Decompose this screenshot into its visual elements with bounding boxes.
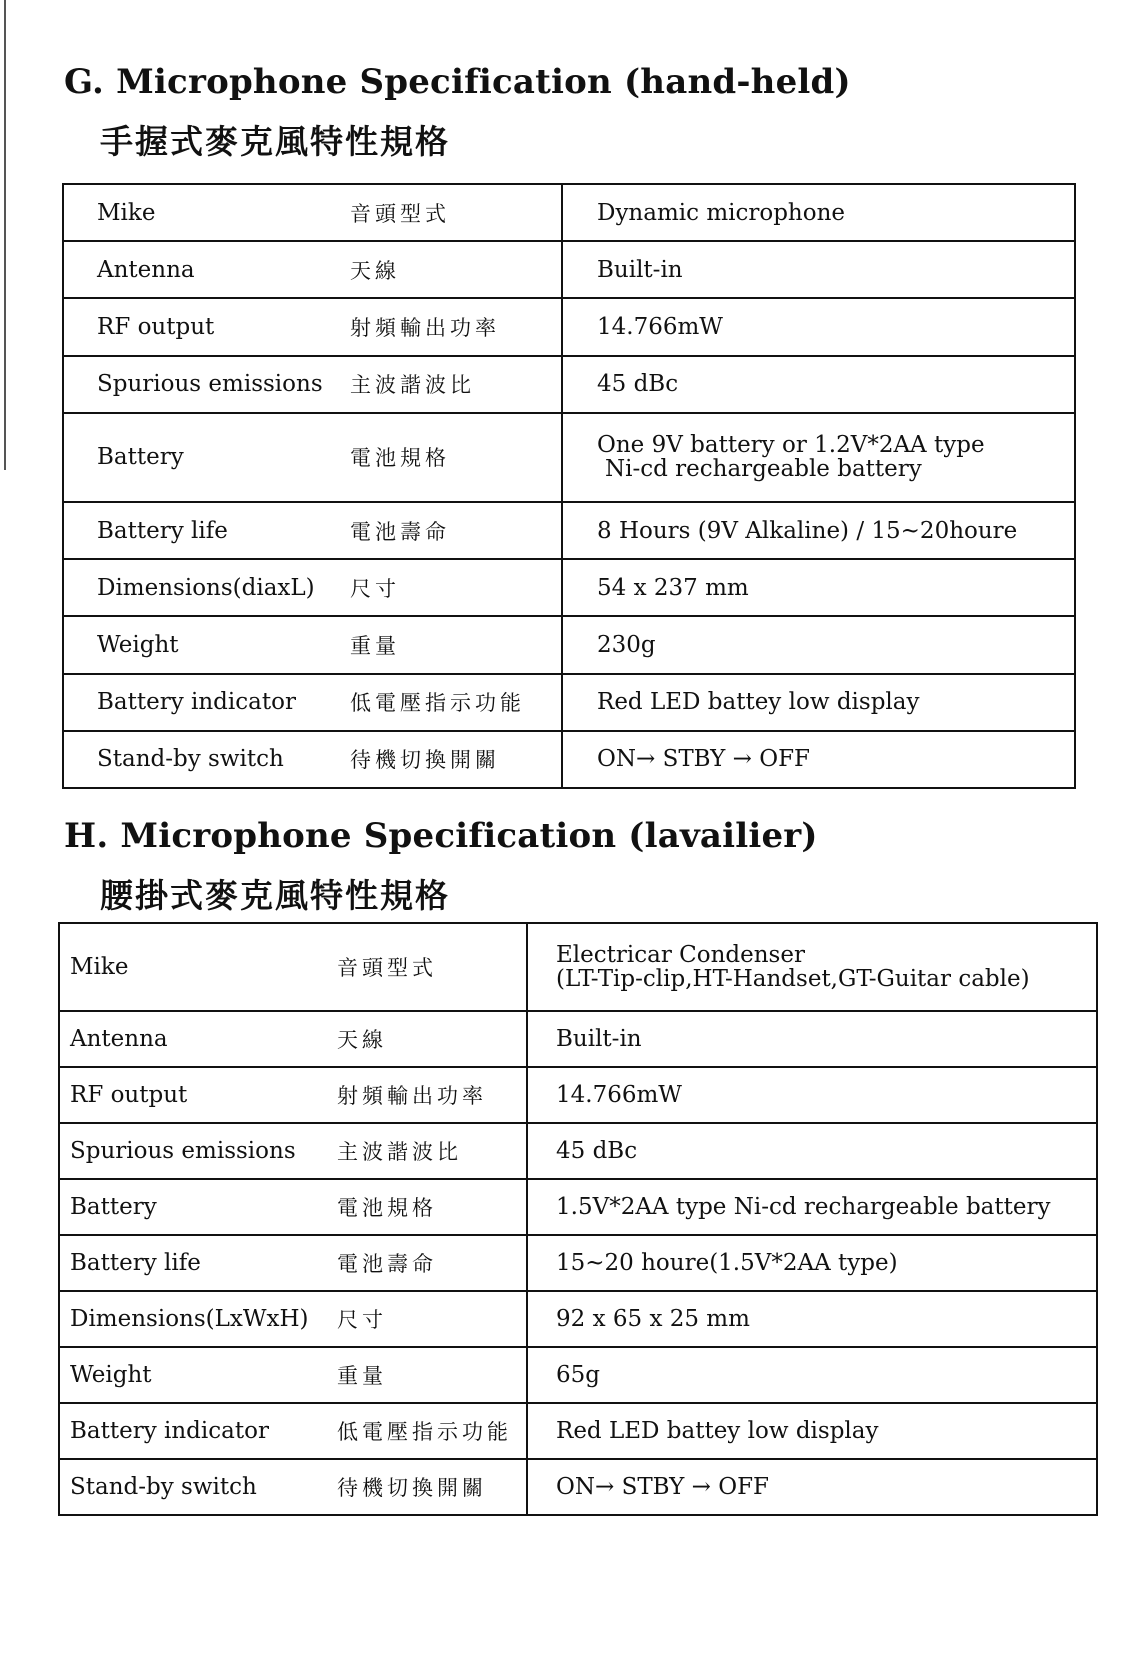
spec-label-chinese: 尺寸 bbox=[337, 1307, 387, 1332]
spec-value bbox=[562, 356, 1075, 413]
spec-label-chinese: 待機切換開關 bbox=[337, 1475, 487, 1500]
spec-row bbox=[63, 356, 1075, 413]
spec-value-line: Built-in bbox=[597, 256, 683, 283]
spec-label-chinese: 待機切換開關 bbox=[350, 748, 500, 773]
spec-value bbox=[527, 1459, 1097, 1515]
spec-label: RF output bbox=[97, 313, 215, 340]
spec-label: Battery bbox=[97, 444, 184, 471]
spec-value bbox=[562, 616, 1075, 673]
spec-value-line: 15~20 houre(1.5V*2AA type) bbox=[556, 1249, 898, 1276]
spec-label-chinese: 重量 bbox=[337, 1363, 387, 1388]
spec-label-chinese: 主波諧波比 bbox=[337, 1139, 462, 1164]
spec-value-line: Ni-cd rechargeable battery bbox=[605, 456, 922, 483]
spec-label: Spurious emissions bbox=[70, 1137, 296, 1164]
spec-row bbox=[59, 1235, 1097, 1291]
spec-value-line: ON→ STBY → OFF bbox=[556, 1473, 770, 1500]
spec-row bbox=[63, 674, 1075, 731]
spec-label-chinese: 低電壓指示功能 bbox=[337, 1419, 512, 1444]
spec-value bbox=[562, 298, 1075, 355]
spec-value-line: ON→ STBY → OFF bbox=[597, 746, 811, 773]
spec-row bbox=[59, 1123, 1097, 1179]
spec-label-chinese: 電池壽命 bbox=[337, 1251, 437, 1276]
spec-label: Dimensions(diaxL) bbox=[97, 574, 315, 601]
spec-row bbox=[59, 1403, 1097, 1459]
spec-label: RF output bbox=[70, 1081, 188, 1108]
spec-label-chinese: 天線 bbox=[350, 258, 400, 283]
spec-label-chinese: 重量 bbox=[350, 633, 400, 658]
spec-label: Mike bbox=[97, 199, 156, 226]
spec-value bbox=[562, 674, 1075, 731]
spec-value-line: 1.5V*2AA type Ni-cd rechargeable battery bbox=[556, 1193, 1051, 1220]
spec-value-line: One 9V battery or 1.2V*2AA type bbox=[597, 432, 985, 459]
spec-value bbox=[562, 502, 1075, 559]
spec-label-chinese: 主波諧波比 bbox=[350, 373, 475, 398]
spec-row bbox=[63, 298, 1075, 355]
spec-row bbox=[59, 1011, 1097, 1067]
spec-value bbox=[562, 184, 1075, 241]
spec-label-chinese: 天線 bbox=[337, 1027, 387, 1052]
spec-value-line: 230g bbox=[597, 631, 656, 658]
spec-row bbox=[59, 1067, 1097, 1123]
spec-row bbox=[63, 731, 1075, 788]
spec-label-chinese: 尺寸 bbox=[350, 576, 400, 601]
spec-label: Battery bbox=[70, 1193, 157, 1220]
spec-label-chinese: 電池規格 bbox=[337, 1195, 437, 1220]
spec-label-chinese: 低電壓指示功能 bbox=[350, 691, 525, 716]
spec-row bbox=[63, 502, 1075, 559]
spec-label: Battery life bbox=[70, 1249, 201, 1276]
spec-label: Stand-by switch bbox=[70, 1473, 257, 1500]
spec-row bbox=[63, 559, 1075, 616]
spec-value bbox=[562, 241, 1075, 298]
spec-label: Mike bbox=[70, 953, 129, 980]
spec-value-line: Built-in bbox=[556, 1025, 642, 1052]
spec-label-chinese: 音頭型式 bbox=[337, 955, 437, 980]
spec-value bbox=[527, 1179, 1097, 1235]
spec-value bbox=[527, 1347, 1097, 1403]
spec-label-chinese: 電池規格 bbox=[350, 446, 450, 471]
spec-value-line: Red LED battey low display bbox=[556, 1417, 879, 1444]
page-left-edge bbox=[4, 0, 6, 470]
spec-row bbox=[59, 923, 1097, 1011]
section-h-title: H. Microphone Specification (lavailier) bbox=[64, 816, 818, 856]
spec-label-chinese: 射頻輸出功率 bbox=[350, 315, 500, 340]
spec-label: Stand-by switch bbox=[97, 746, 284, 773]
spec-value bbox=[527, 1235, 1097, 1291]
spec-value bbox=[527, 1403, 1097, 1459]
spec-label-chinese: 射頻輸出功率 bbox=[337, 1083, 487, 1108]
spec-value bbox=[527, 1123, 1097, 1179]
spec-value bbox=[527, 1067, 1097, 1123]
spec-row bbox=[63, 241, 1075, 298]
spec-value bbox=[562, 731, 1075, 788]
spec-label: Weight bbox=[70, 1361, 152, 1388]
spec-value-line: 45 dBc bbox=[556, 1137, 638, 1164]
hand-held-spec-body bbox=[63, 184, 1075, 788]
lavailier-spec-table bbox=[58, 922, 1098, 1516]
spec-label: Weight bbox=[97, 631, 179, 658]
spec-label: Battery indicator bbox=[70, 1417, 269, 1444]
spec-value-line: Dynamic microphone bbox=[597, 199, 846, 226]
spec-value-line: 45 dBc bbox=[597, 371, 679, 398]
spec-value bbox=[527, 1011, 1097, 1067]
spec-value-line: 8 Hours (9V Alkaline) / 15~20houre bbox=[597, 517, 1018, 544]
spec-label: Dimensions(LxWxH) bbox=[70, 1305, 309, 1332]
lavailier-spec-body bbox=[59, 923, 1097, 1515]
spec-row bbox=[59, 1179, 1097, 1235]
spec-label: Antenna bbox=[70, 1025, 168, 1052]
spec-label-chinese: 音頭型式 bbox=[350, 201, 450, 226]
hand-held-spec-table bbox=[62, 183, 1076, 789]
spec-row bbox=[63, 184, 1075, 241]
section-g-subtitle: 手握式麥克風特性規格 bbox=[100, 122, 450, 161]
spec-row bbox=[59, 1347, 1097, 1403]
spec-label: Battery indicator bbox=[97, 689, 296, 716]
section-h-subtitle: 腰掛式麥克風特性規格 bbox=[100, 876, 450, 915]
spec-value bbox=[527, 923, 1097, 1011]
spec-value bbox=[562, 559, 1075, 616]
spec-row bbox=[63, 616, 1075, 673]
spec-label: Spurious emissions bbox=[97, 371, 323, 398]
spec-value-line: (LT-Tip-clip,HT-Handset,GT-Guitar cable) bbox=[556, 965, 1030, 992]
spec-row bbox=[59, 1459, 1097, 1515]
spec-label-chinese: 電池壽命 bbox=[350, 519, 450, 544]
spec-value-line: 65g bbox=[556, 1361, 600, 1388]
spec-value-line: 14.766mW bbox=[597, 313, 723, 340]
spec-label: Battery life bbox=[97, 517, 228, 544]
spec-row bbox=[59, 1291, 1097, 1347]
section-g-title: G. Microphone Specification (hand-held) bbox=[64, 62, 851, 102]
spec-row bbox=[63, 413, 1075, 502]
spec-value-line: Electricar Condenser bbox=[556, 941, 805, 968]
spec-label: Antenna bbox=[97, 256, 195, 283]
spec-value bbox=[527, 1291, 1097, 1347]
spec-value bbox=[562, 413, 1075, 502]
spec-value-line: 14.766mW bbox=[556, 1081, 682, 1108]
spec-value-line: 54 x 237 mm bbox=[597, 574, 749, 601]
spec-value-line: Red LED battey low display bbox=[597, 689, 920, 716]
spec-value-line: 92 x 65 x 25 mm bbox=[556, 1305, 750, 1332]
